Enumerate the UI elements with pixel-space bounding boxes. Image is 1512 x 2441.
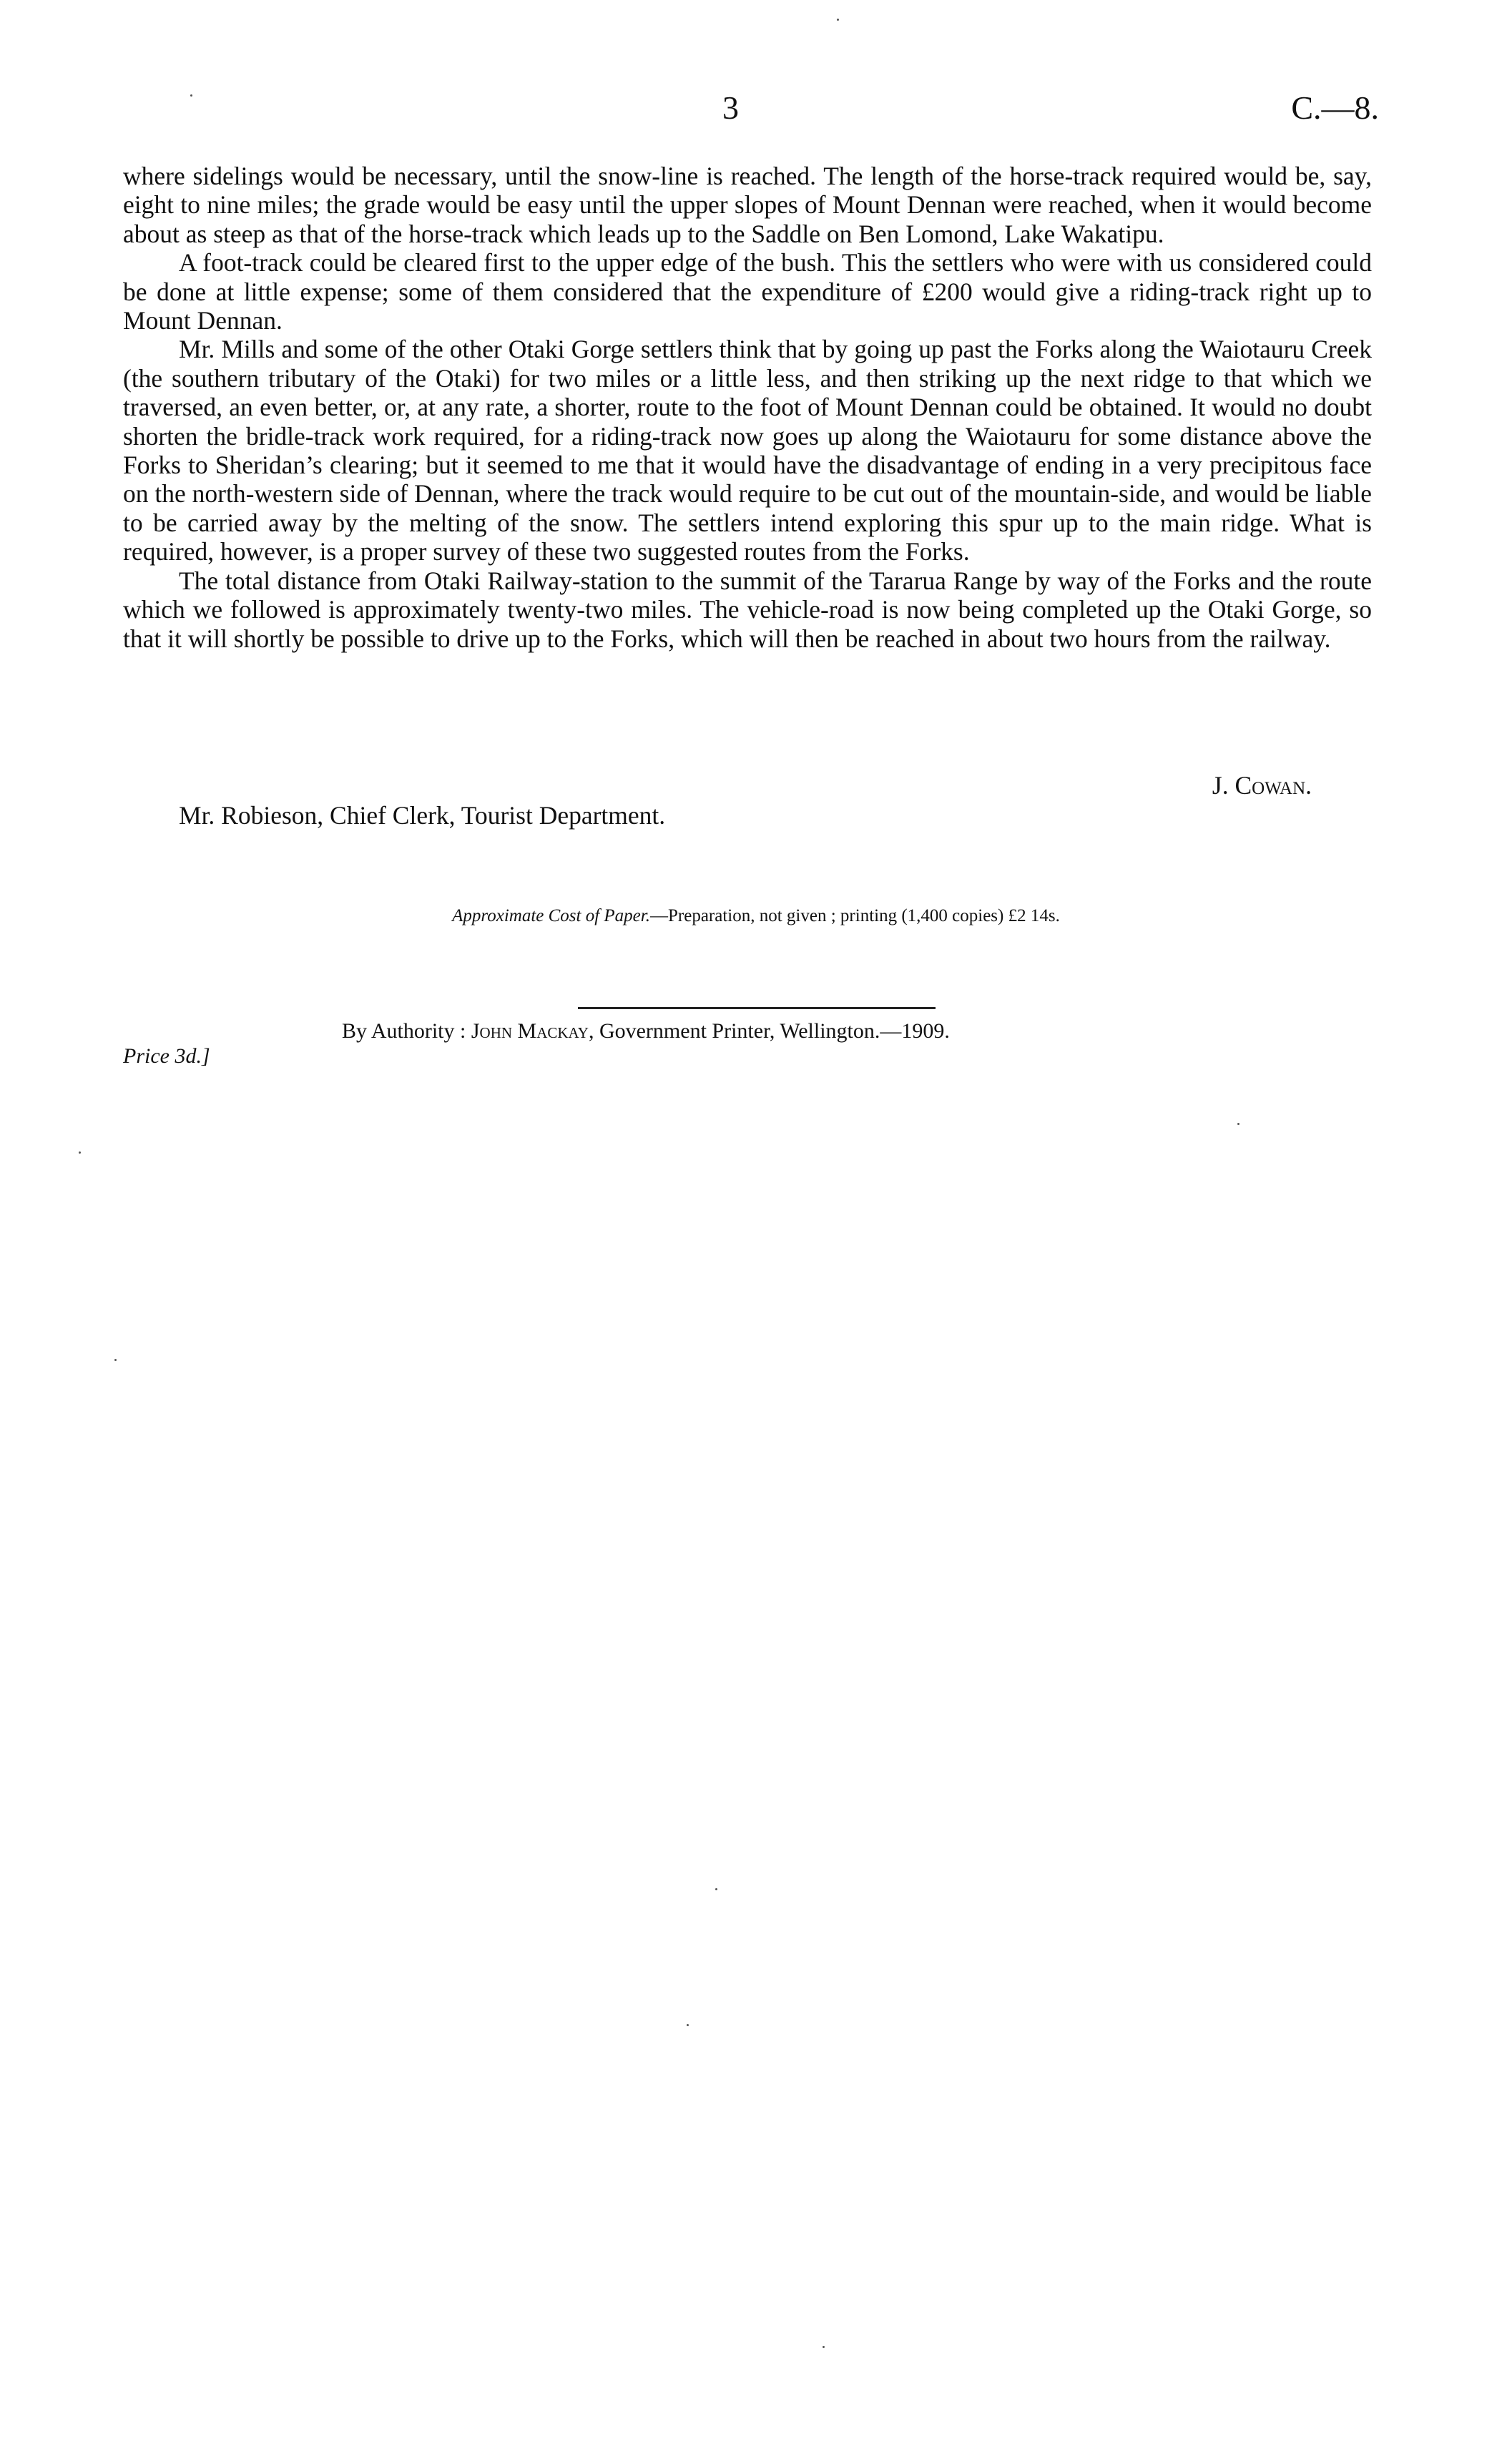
printer-imprint	[342, 1018, 950, 1044]
document-reference: C.—8.	[1291, 89, 1379, 126]
price: Price 3d.]	[123, 1044, 210, 1068]
paragraph: A foot-track could be cleared first to the upper edge of the bush. This the settlers who were with us considered could be done at little expense; some of them considered that the expenditure of £200 would give a riding-track right up to Mount Dennan.	[123, 248, 1372, 335]
addressee: Mr. Robieson, Chief Clerk, Tourist Department.	[179, 801, 666, 830]
cost-note-label: Approximate Cost of Paper.	[452, 906, 650, 925]
paragraph: where sidelings would be necessary, until the snow-line is reached. The length of the horse-track required would be, say, eight to nine miles; the grade would be easy until the upper slopes of Mount Dennan were reached, when it would become about as steep as that of the horse-track which leads up to the Saddle on Ben Lomond, Lake Wakatipu.	[123, 162, 1372, 248]
scan-speck	[715, 1888, 717, 1890]
cost-note	[0, 905, 1512, 927]
imprint-printer: John Mackay	[471, 1019, 589, 1043]
scan-speck	[114, 1359, 117, 1361]
scan-speck	[823, 2346, 825, 2348]
signature: J. Cowan.	[1212, 771, 1312, 800]
imprint-suffix: , Government Printer, Wellington.—1909.	[588, 1019, 950, 1043]
scan-speck	[1237, 1123, 1239, 1125]
imprint-prefix: By Authority :	[342, 1019, 471, 1043]
divider-rule	[578, 1007, 936, 1009]
paragraph: The total distance from Otaki Railway-station to the summit of the Tararua Range by way of the Forks and the route which we followed is approximately twenty-two miles. The vehicle-road is now being completed up the Otaki Gorge, so that it will shortly be possible to drive up to the Forks, which will then be reached in about two hours from the railway.	[123, 566, 1372, 653]
scan-speck	[79, 1151, 81, 1154]
scan-speck	[190, 94, 192, 97]
scan-speck	[687, 2024, 689, 2026]
cost-note-text: —Preparation, not given ; printing (1,400 copies) £2 14s.	[650, 906, 1060, 925]
paragraph: Mr. Mills and some of the other Otaki Gorge settlers think that by going up past the Forks along the Waiotauru Creek (the southern tributary of the Otaki) for two miles or a little less, and then striking up the next ridge to that which we traversed, an even better, or, at any rate, a shorter, route to the foot of Mount Dennan could be obtained. It would no doubt shorten the bridle-track work required, for a riding-track now goes up along the Waiotauru for some distance above the Forks to Sheridan’s clearing; but it seemed to me that it would have the disadvantage of ending in a very precipitous face on the north-western side of Dennan, where the track would require to be cut out of the mountain-side, and would be liable to be carried away by the melting of the snow. The settlers intend exploring this spur up to the main ridge. What is required, however, is a proper survey of these two suggested routes from the Forks.	[123, 335, 1372, 566]
body-text	[123, 162, 1372, 653]
page-number: 3	[722, 89, 739, 126]
scan-speck	[837, 19, 839, 21]
